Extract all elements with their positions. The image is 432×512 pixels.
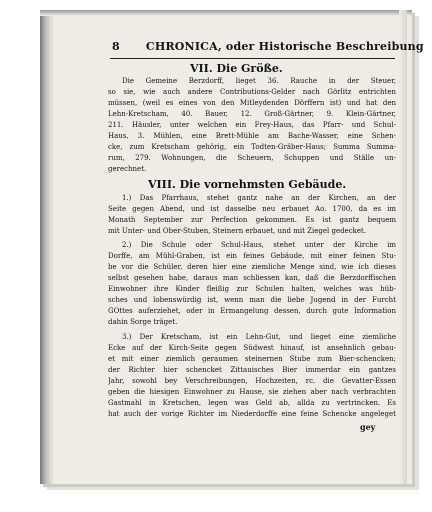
book-spine-shadow bbox=[40, 10, 54, 484]
header-rule bbox=[110, 58, 395, 59]
page-number: 8 bbox=[112, 40, 120, 53]
text-line: Monath September zur Perfection gekommen. Es ist gantz bequem bbox=[108, 216, 396, 224]
catchword: gey bbox=[360, 422, 376, 432]
text-line: Haus, 3. Mühlen, eine Brett-Mühle am Bache-Wasser, eine Schen- bbox=[108, 132, 396, 140]
section-heading: VII. Die Größe. bbox=[190, 62, 283, 75]
text-line: so sie, wie auch andere Contributions-Gelder nach Görlitz entrichten bbox=[108, 88, 396, 96]
text-line: rum, 279. Wohnungen, die Scheuern, Schuppen und Ställe un- bbox=[108, 154, 396, 162]
text-line: Ecke auf der Kirch-Seite gegen Südwest hinauf, ist ansehnlich gebau- bbox=[108, 344, 396, 352]
section-heading: VIII. Die vornehmsten Gebäude. bbox=[148, 178, 347, 191]
text-line: GOttes auferziehet, oder in Ermangelung dessen, durch gute Information bbox=[108, 307, 396, 315]
text-line: Dorffe, am Mühl-Graben, ist ein feines Gebäude, mit einer feinen Stu- bbox=[108, 252, 396, 260]
text-line: selbst gesehen habe, daraus man schliessen kan, daß die Berzdorffischen bbox=[108, 274, 396, 282]
text-line: be vor die Schüler, deren hier eine ziemliche Menge sind, wie ich dieses bbox=[108, 263, 396, 271]
text-line: 1.) Das Pfarrhaus, stehet gantz nahe an der Kirchen, an der bbox=[122, 194, 396, 202]
text-line: geben die hiesigen Einwohner zu Hause, sie ziehen aber nach verbrachten bbox=[108, 388, 396, 396]
text-line: 211. Häusler, unter welchen ein Frey-Haus, das Pfarr- und Schul- bbox=[108, 121, 396, 129]
text-line: sches und lobenswürdig ist, wenn man die liebe Jugend in der Furcht bbox=[108, 296, 396, 304]
page-top-edge bbox=[40, 10, 412, 16]
text-line: et mit einer ziemlich geraumen steinernen Stube zum Bier-schencken; bbox=[108, 355, 396, 363]
text-line: gerechnet. bbox=[108, 165, 147, 173]
text-line: Einwohner ihre Kinder fleißig zur Schulen halten, welches was hüb- bbox=[108, 285, 396, 293]
running-header bbox=[112, 40, 424, 56]
text-line: 2.) Die Schule oder Schul-Haus, stehet unter der Kirche im bbox=[122, 241, 396, 249]
text-line: Die Gemeine Berzdorff, lieget 36. Rauche in der Steuer, bbox=[122, 77, 396, 85]
text-line: hat auch der vorige Richter im Niederdorffe eine feine Schencke angeleget bbox=[108, 410, 396, 418]
text-line: der Richter hier schencket Zittauisches Bier immerdar ein gantzes bbox=[108, 366, 396, 374]
text-line: Lehn-Kretscham, 40. Bauer, 12. Groß-Gärtner, 9. Klein-Gärtner, bbox=[108, 110, 396, 118]
text-line: Jahr, sowohl bey Verschreibungen, Hochzeiten, rc. die Gevatter-Essen bbox=[108, 377, 396, 385]
text-line: Gastmahl in Kretschen, legen was Geld ab, allda zu vertrincken. Es bbox=[108, 399, 396, 407]
text-line: cke, zum Kretscham gehörig, ein Todten-Gräber-Haus; Summa Summa- bbox=[108, 143, 396, 151]
text-line: mit Unter- und Ober-Stuben, Steinern erbauet, und mit Ziegel gedecket. bbox=[108, 227, 367, 235]
page-right-edge bbox=[399, 10, 407, 484]
running-title: CHRONICA, oder Historische Beschreibung bbox=[145, 40, 424, 53]
text-line: Seite gegen Abend, und ist dasselbe neu erbauet Ao. 1700, da es im bbox=[108, 205, 396, 213]
text-line: dahin Sorge träget. bbox=[108, 318, 178, 326]
text-line: 3.) Der Kretscham, ist ein Lehn-Gut, und lieget eine ziemliche bbox=[122, 333, 396, 341]
text-line: müssen, (weil es eines von den Mitleydenden Dörffern ist) und hat den bbox=[108, 99, 396, 107]
